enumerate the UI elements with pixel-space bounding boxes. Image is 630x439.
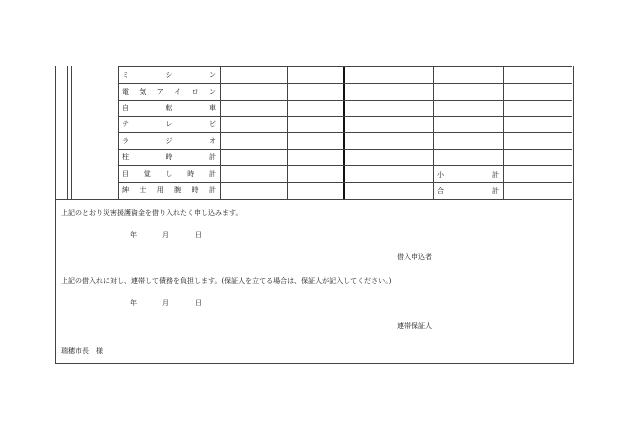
item-label-radio: ラ ジ オ [122, 137, 216, 145]
item-label-mens-watch: 紳 士 用 腕 時 計 [122, 186, 216, 194]
addressee: 瑞穂市長 様 [61, 347, 103, 355]
item-label-iron: 電 気 ア イ ロ ン [122, 88, 216, 96]
date1-month: 月 [162, 231, 169, 239]
item-label-wall-clock: 柱 時 計 [122, 153, 216, 161]
table-divider [71, 66, 72, 199]
date2-month: 月 [162, 299, 169, 307]
application-statement: 上記のとおり災害援護資金を借り入れたく申し込みます。 [61, 209, 243, 217]
table-divider [67, 66, 68, 199]
guarantor-statement: 上記の借入れに対し、連帯して債務を負担します。(保証人を立てる場合は、保証人が記入してください。) [61, 277, 392, 285]
date1-year: 年 [130, 231, 137, 239]
date1-day: 日 [195, 231, 202, 239]
item-label-bicycle: 自 転 車 [122, 104, 216, 112]
total-label: 合 計 [437, 186, 499, 195]
table-bottom-line [55, 199, 572, 200]
item-label-television: テ レ ビ [122, 120, 216, 128]
date2-day: 日 [195, 299, 202, 307]
item-label-sewing-machine: ミ シ ン [122, 71, 216, 79]
applicant-label: 借入申込者 [397, 253, 432, 261]
item-label-alarm-clock: 目 覚 し 時 計 [122, 170, 216, 178]
subtotal-label: 小 計 [437, 170, 499, 179]
date2-year: 年 [130, 299, 137, 307]
guarantor-label: 連帯保証人 [397, 322, 432, 330]
